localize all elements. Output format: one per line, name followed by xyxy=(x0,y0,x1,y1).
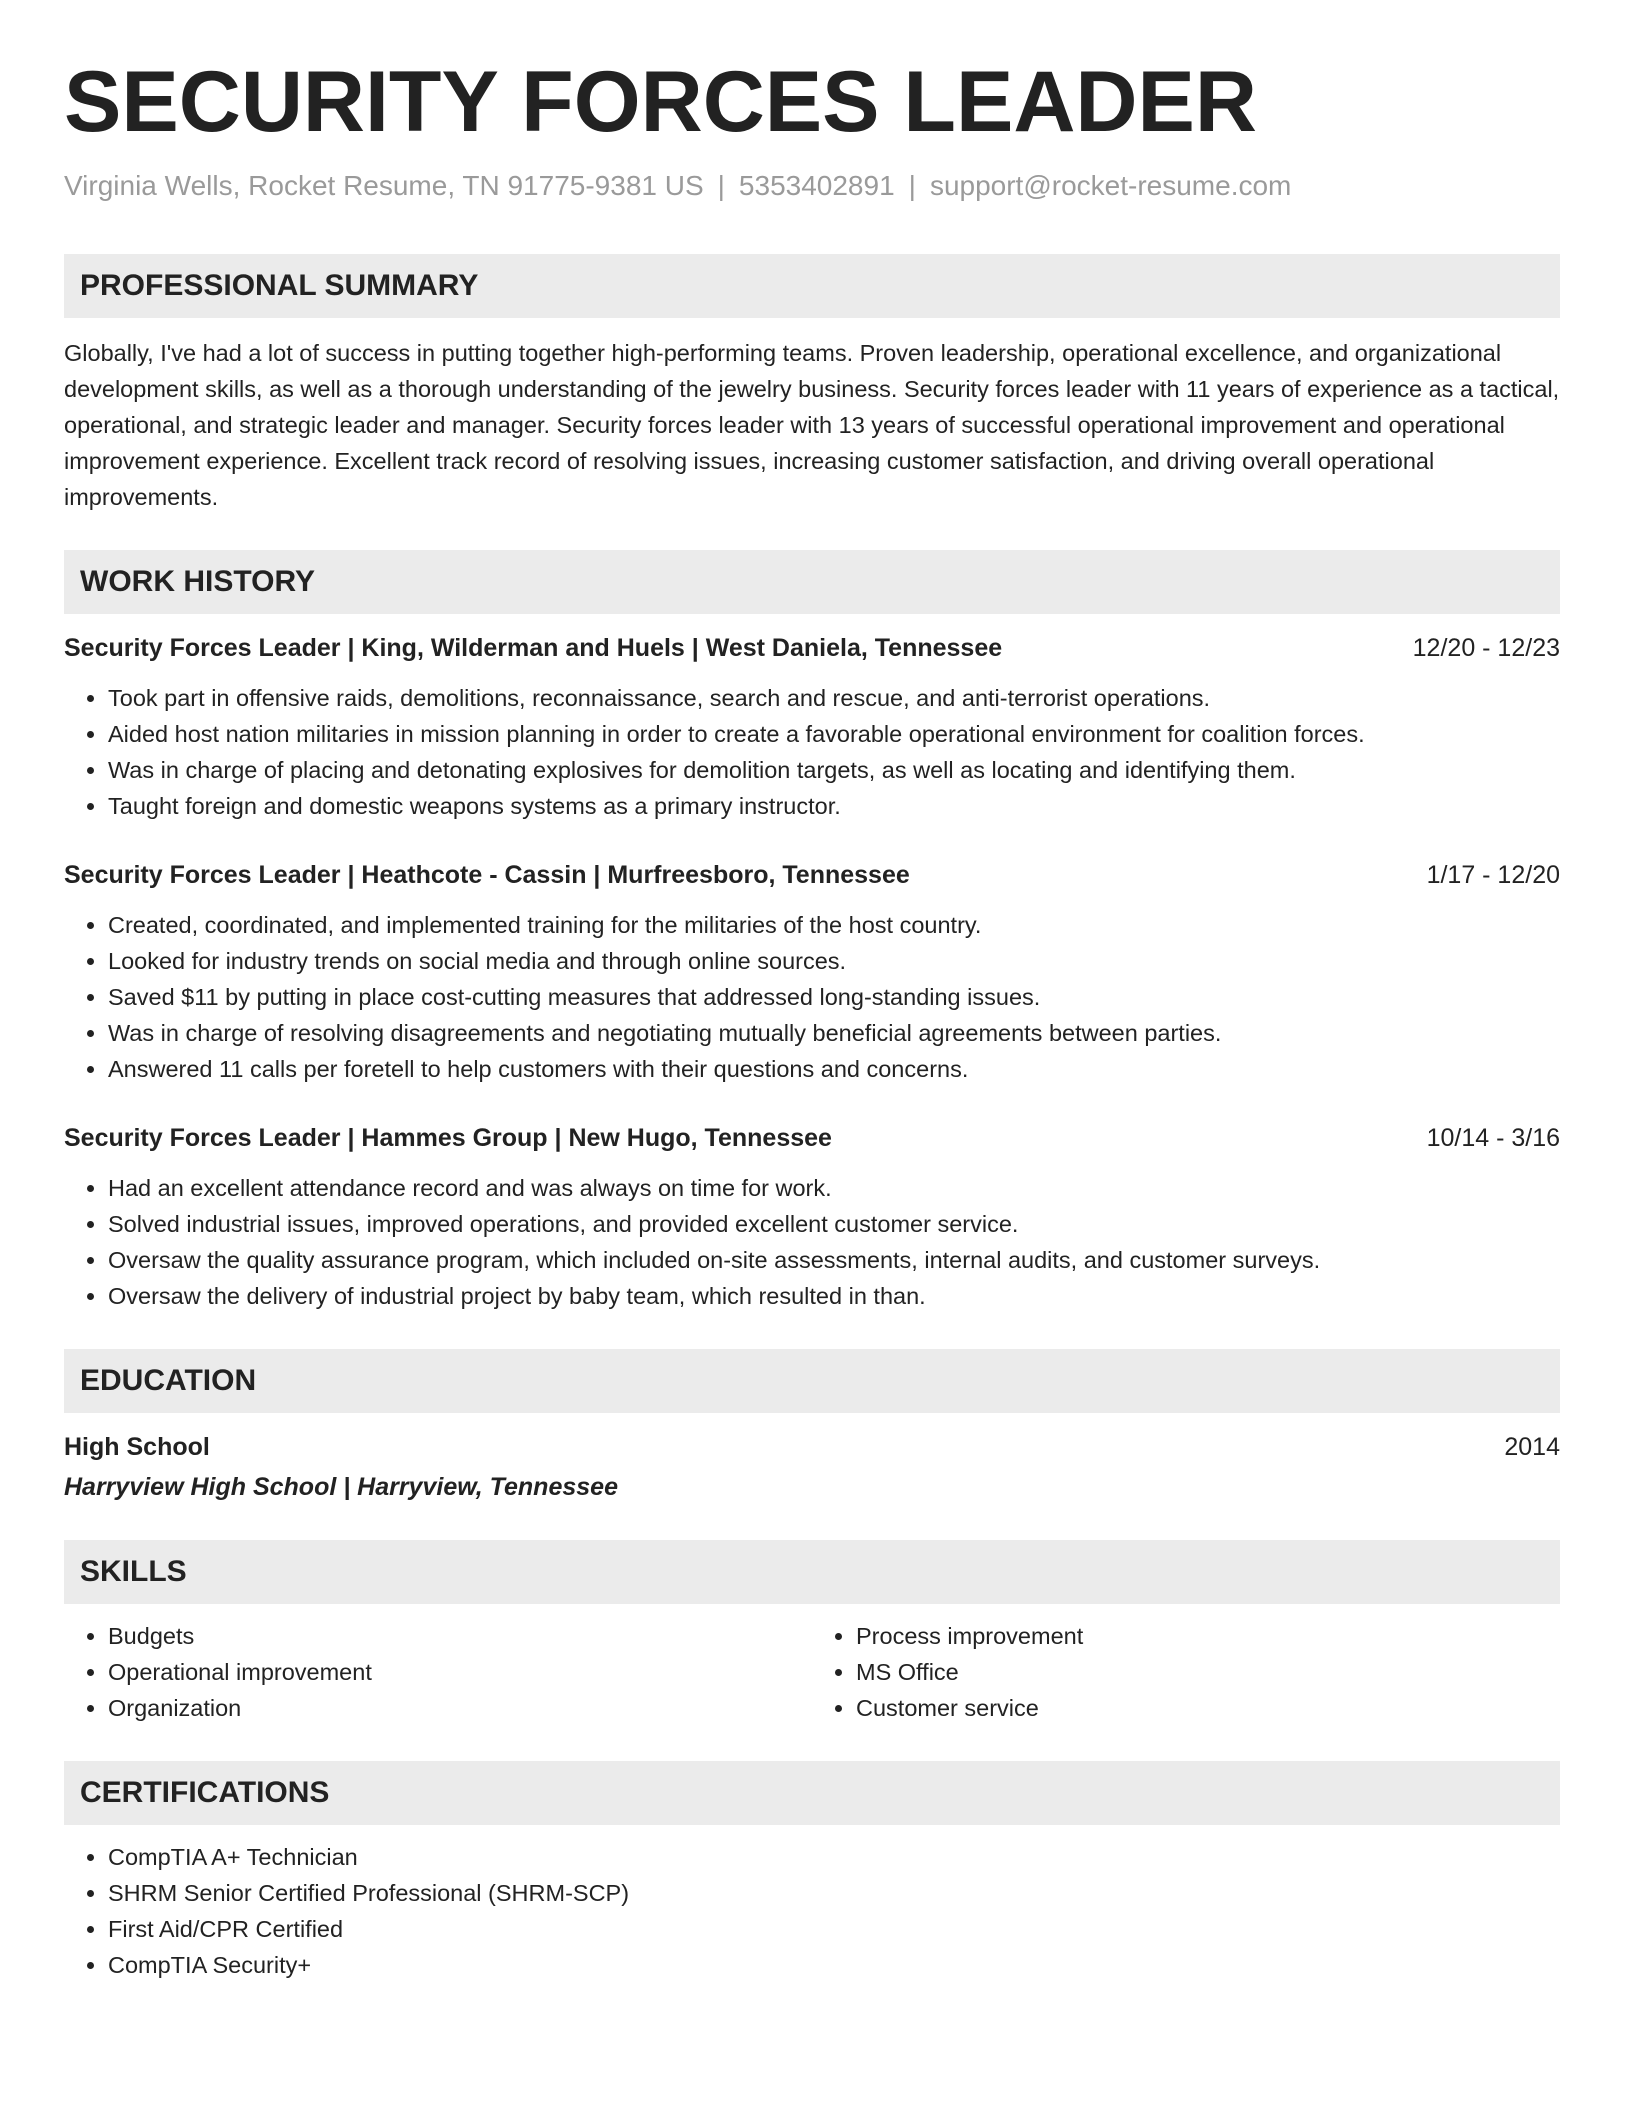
list-item: • Operational improvement xyxy=(108,1654,812,1690)
job-dates: 1/17 - 12/20 xyxy=(1426,861,1560,889)
list-item: • Looked for industry trends on social media and through online sources. xyxy=(108,943,1560,979)
list-item: • Oversaw the quality assurance program, which included on-site assessments, internal audits, and customer surveys. xyxy=(108,1242,1560,1278)
skills-list-right xyxy=(812,1618,1560,1726)
education-school: Harryview High School | Harryview, Tennessee xyxy=(64,1473,618,1501)
skills-grid xyxy=(64,1618,1560,1726)
list-item: • Process improvement xyxy=(856,1618,1560,1654)
list-item: • Aided host nation militaries in mission planning in order to create a favorable operational environment for coalition forces. xyxy=(108,716,1560,752)
education-header xyxy=(64,1429,1560,1465)
resume-title: SECURITY FORCES LEADER xyxy=(64,54,1257,150)
contact-phone: 5353402891 xyxy=(738,170,895,201)
list-item: • Customer service xyxy=(856,1690,1560,1726)
contact-separator: | xyxy=(908,170,916,201)
list-item: • MS Office xyxy=(856,1654,1560,1690)
list-item: • Was in charge of resolving disagreements and negotiating mutually beneficial agreements between parties. xyxy=(108,1015,1560,1051)
list-item: • Took part in offensive raids, demolitions, reconnaissance, search and rescue, and anti-terrorist operations. xyxy=(108,680,1560,716)
list-item: • CompTIA A+ Technician xyxy=(108,1839,1560,1875)
section-heading-work-history: WORK HISTORY xyxy=(64,550,1560,614)
job-bullets xyxy=(64,680,1560,824)
job-header xyxy=(64,1120,1560,1156)
job-title: Security Forces Leader | King, Wilderman and Huels | West Daniela, Tennessee xyxy=(64,634,1003,662)
job-title: Security Forces Leader | Hammes Group | New Hugo, Tennessee xyxy=(64,1124,832,1152)
summary-text: Globally, I've had a lot of success in putting together high-performing teams. Proven leadership, operational excellence, and organizational development skills, as well as a thorough understanding of the jewelry business. Security forces leader with 11 years of experience as a tactical, operational, and strategic leader and manager. Security forces leader with 13 years of successful operational improvement and operational improvement experience. Excellent track record of resolving issues, increasing customer satisfaction, and driving overall operational improvements. xyxy=(64,340,1560,510)
contact-email: support@rocket-resume.com xyxy=(929,170,1292,201)
certifications-list xyxy=(64,1839,1560,1983)
list-item: • Created, coordinated, and implemented training for the militaries of the host country. xyxy=(108,907,1560,943)
list-item: • Solved industrial issues, improved operations, and provided excellent customer service. xyxy=(108,1206,1560,1242)
list-item: • Taught foreign and domestic weapons systems as a primary instructor. xyxy=(108,788,1560,824)
education-degree: High School xyxy=(64,1433,210,1461)
section-heading-summary: PROFESSIONAL SUMMARY xyxy=(64,254,1560,318)
job-dates: 10/14 - 3/16 xyxy=(1426,1124,1560,1152)
list-item: • SHRM Senior Certified Professional (SHRM-SCP) xyxy=(108,1875,1560,1911)
job-dates: 12/20 - 12/23 xyxy=(1412,634,1560,662)
education-year: 2014 xyxy=(1504,1433,1560,1461)
section-heading-education: EDUCATION xyxy=(64,1349,1560,1413)
list-item: • Saved $11 by putting in place cost-cutting measures that addressed long-standing issues. xyxy=(108,979,1560,1015)
job-header xyxy=(64,630,1560,666)
job-header xyxy=(64,857,1560,893)
skills-list-left xyxy=(64,1618,812,1726)
list-item: • First Aid/CPR Certified xyxy=(108,1911,1560,1947)
resume-page xyxy=(64,50,1560,1983)
list-item: • Budgets xyxy=(108,1618,812,1654)
list-item: • Organization xyxy=(108,1690,812,1726)
job-bullets xyxy=(64,907,1560,1087)
list-item: • Had an excellent attendance record and was always on time for work. xyxy=(108,1170,1560,1206)
list-item: • Answered 11 calls per foretell to help customers with their questions and concerns. xyxy=(108,1051,1560,1087)
contact-separator: | xyxy=(717,170,725,201)
list-item: • CompTIA Security+ xyxy=(108,1947,1560,1983)
section-heading-skills: SKILLS xyxy=(64,1540,1560,1604)
contact-address: Virginia Wells, Rocket Resume, TN 91775-9381 US xyxy=(64,170,704,201)
job-bullets xyxy=(64,1170,1560,1314)
section-heading-certifications: CERTIFICATIONS xyxy=(64,1761,1560,1825)
contact-line xyxy=(64,168,1560,204)
list-item: • Oversaw the delivery of industrial project by baby team, which resulted in than. xyxy=(108,1278,1560,1314)
list-item: • Was in charge of placing and detonating explosives for demolition targets, as well as locating and identifying them. xyxy=(108,752,1560,788)
job-title: Security Forces Leader | Heathcote - Cassin | Murfreesboro, Tennessee xyxy=(64,861,910,889)
